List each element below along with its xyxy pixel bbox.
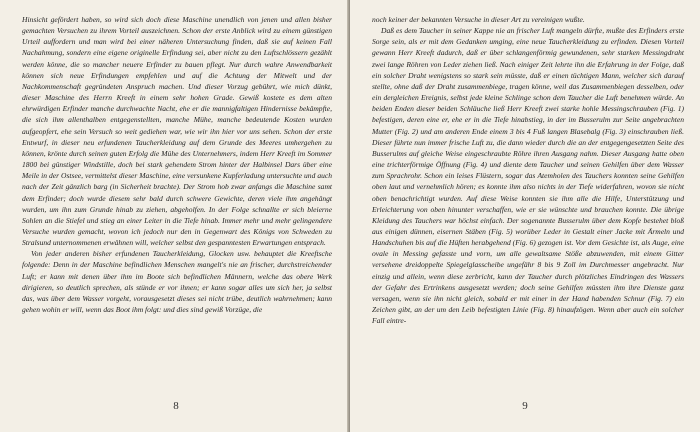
- right-page: [350, 0, 700, 432]
- page-number: 9: [522, 400, 528, 412]
- paragraph: Hinsicht gefördert haben, so wird sich doch diese Maschine unendlich von jenen und allen bisher gemachten Versuchen zu ihrem Vorteil auszeichnen. Schon der erste Anblick wird zu einem günstigen Urteil auffordern und man wird bei einer näheren Untersuchung finden, daß sie auf keinen Fall Nachahmung, sondern eine eigene originelle Erfindung sei, aber nicht zu den Luftschlössern gezählt werden könne, die so mancher neuere Erfinder zu bauen pflegt. Nur durch wahre Anwendbarkeit können sich neue Erfindungen empfehlen und auf die Achtung der Mitwelt und der Nachkommenschaft gegründeten Anspruch machen. Und dieser Vorzug gebührt, wie mich dünkt, dieser Maschine des Herrn Kreeft in einem sehr hohen Grade. Gewiß kostete es dem alten ehrwürdigen Erfinder manche durchwachte Nacht, ehe er die mannigfaltigen Hindernisse bekämpfte, die sich ihm allenthalben entgegenstellten, manche Mühe, manche bedeutende Kosten wurden aufgeopfert, ehe sein Versuch so weit gediehen war, wie wir ihn hier vor uns sehen. Schon der erste Entwurf, in dieser neu erfundenen Taucherkleidung auf dem Grunde des Meeres umhergehen zu können, krönte durch seinen guten Erfolg die Mühe des Unternehmers, indem Herr Kreeft im Sommer 1800 bei günstiger Windstille, doch bei stark gehendem Strom hinter der Halbinsel Dars über eine Meile in der Ostsee, vermittelst dieser Maschine, eine versunkene Kupferladung untersuchte und auch nach der Zeit gänzlich barg (in Sicherheit brachte). Der Strom hob zwar anfangs die Maschine samt dem Erfinder; doch wurde diesem sehr bald durch schwere Gewichte, deren viele ihm angehängt wurden, um ihn zum Grunde hinab zu ziehen, abgeholfen. In der Folge schnallte er sich bleierne Sohlen an die Stiefel und stieg an einer Leiter in die Tiefe hinab. Immer mehr und mehr gelingendere Versuche wurden gemacht, wovon ich jedoch nur den in Gegenwart des Königs von Schweden zu Stralsund unternommenen erwähnen will, welcher selbst den gespanntesten Erwartungen entsprach.: [22, 15, 332, 248]
- paragraph: noch keiner der bekannten Versuche in dieser Art zu vereinigen wußte.: [372, 15, 585, 24]
- paragraph: Von jeder anderen bisher erfundenen Taucherkleidung, Glocken usw. behauptet die Kreeftsche folgende: Denn in der Maschine befindlichen Menschen mangelt's nie an frischer, durchstreichender Luft; er kann mit denen über ihm im Boote sich befindlichen Männern, welche das obere Werk dirigieren, so deutlich sprechen, als stünde er vor ihnen; er kann sogar alles um sich her, ja selbst das, was über dem Wasser vorgeht, vorausgesetzt dieses sei nicht trübe, deutlich wahrnehmen; kann gehen wohin er will, wenn das Boot ihm folgt: und dies sind gewiß Vorzüge, die: [22, 249, 332, 315]
- page-number: 8: [173, 400, 179, 412]
- right-page-text: [372, 14, 684, 326]
- left-page-text: [22, 14, 332, 315]
- paragraph: Daß es dem Taucher in seiner Kappe nie an frischer Luft mangeln dürfte, mußte des Erfinders erste Sorge sein, als er mit dem Gedanken umging, eine neue Taucherkleidung zu erfinden. Diesen Vorteil gewann Herr Kreeft dadurch, daß er über schlangenförmig gewundenen, sehr starken Messingdraht zwei lange Röhren von Leder ziehen ließ. Nach einiger Zeit lehrte ihn die Erfahrung in der Folge, daß ein solcher Draht wenigstens so stark sein müsste, daß er einen tüchtigen Mann, welcher sich darauf stellte, ohne daß der Draht zusammenbiege, tragen könne, weil das Zusammenbiegen desselben, oder ein dergleichen Ereignis, selbst jede kleine Schlinge schon dem Taucher die Luft benehmen würde. An beiden Enden dieser beiden Schläuche ließ Herr Kreeft zwei starke hohle Messingschrauben (Fig. 1) befestigen, deren eine er, ehe er in die Tiefe hinabstieg, in der im Busserulm zur Seite angebrachten Mutter (Fig. 2) und am anderen Ende einem 3 bis 4 Fuß langen Blasebalg (Fig. 3) einschrauben ließ. Dieser führte nun immer frische Luft zu, die dann wieder durch die an der entgegengesetzten Seite des Busserulms auf gleiche Weise eingeschraubte Röhre ihren Ausgang nahm. Dieser Ausgang hatte oben eine trichterförmige Öffnung (Fig. 4) und diente dem Taucher und seinen Gehilfen über dem Wasser zum Sprachrohr. Schon ein leises Flüstern, sogar das Atemholen des Tauchers konnten seine Gehilfen oben laut und vernehmlich hören; es konnte ihm also nichts in der Tiefe widerfahren, wovon sie nicht oben benachrichtigt wurden. Auf diese Weise konnten sie ihm alle die Hilfe, Unterstützung und Erleichterung von oben hinunter verschaffen, wie er sie wünschte und brauchen konnte. Die übrige Kleidung des Tauchers war höchst einfach. Der sogenannte Busserulm über dem Kopfe bestehet bloß aus einigen dünnen, eisernen Stäben (Fig. 5) worüber Leder in Gestalt einer Jacke mit Ärmeln und Handschuhen bis auf die Hüften herabgehend (Fig. 6) gezogen ist. Vor dem Gesichte ist, als Auge, eine ovale in Messing gefasste und vorn, um alle gewaltsame Stöße abzuwenden, mit einem Gitter versehene dreidoppelte Spiegelglasscheibe ungefähr 8 bis 9 Zoll im Durchmesser angebracht. Nur einzig und allein, wenn diese zerbricht, kann der Taucher durch plötzliches Eindringen des Wassers der Gefahr des Ertrinkens ausgesetzt werden; doch seine Gehilfen müssten ihm ihre Dienste ganz versagen, wenn sie ihn nicht gleich, sobald er mit einer in der Hand habenden Schnur (Fig. 7) ein Zeichen gibt, an der um den Leib befestigten Linie (Fig. 8) hinaufzögen. Wenn aber auch ein solcher Fall eintre-: [372, 26, 684, 326]
